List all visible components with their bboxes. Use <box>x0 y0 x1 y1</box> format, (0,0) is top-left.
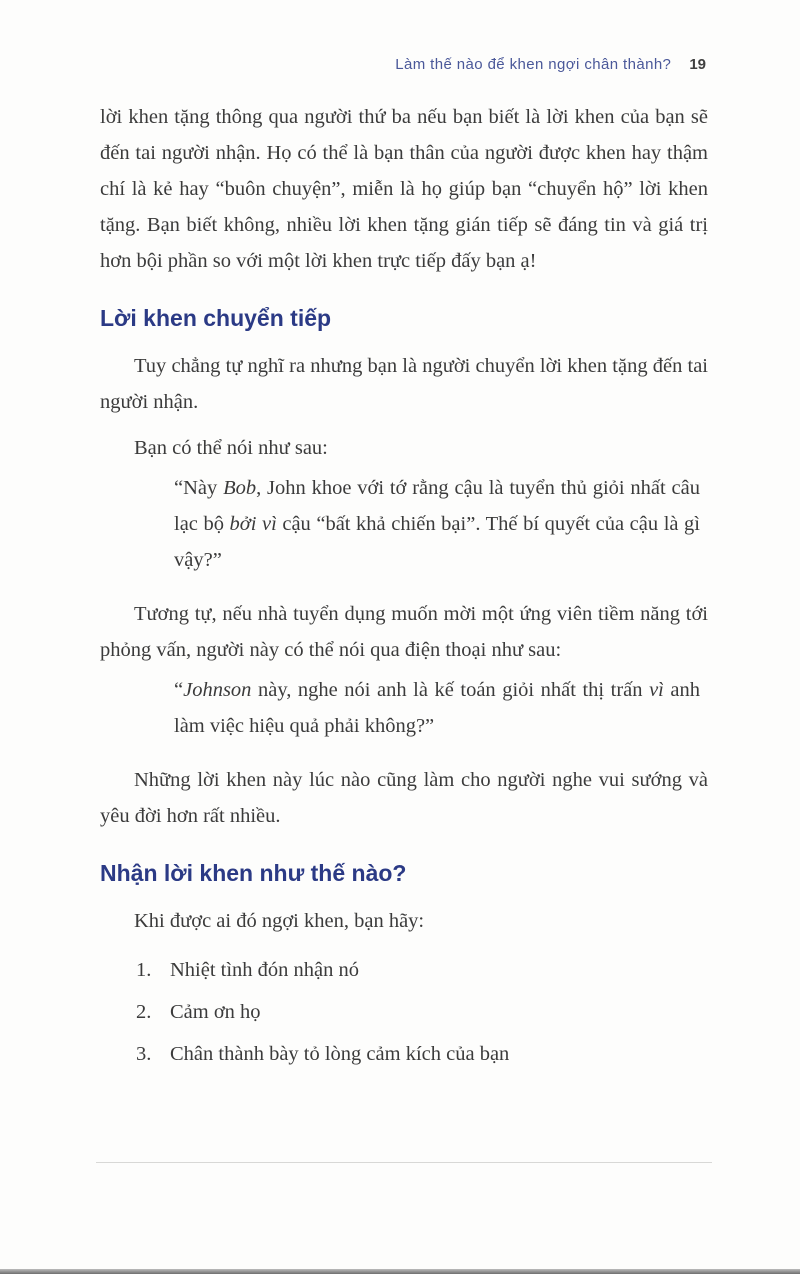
list-item <box>136 1033 708 1075</box>
quote-segment-italic: vì <box>649 679 664 701</box>
page-header <box>100 56 708 73</box>
paragraph: Những lời khen này lúc nào cũng làm cho người nghe vui sướng và yêu đời hơn rất nhiều. <box>100 769 708 827</box>
list-item-text: Nhiệt tình đón nhận nó <box>170 959 360 981</box>
numbered-list <box>136 949 708 1075</box>
quote-segment-italic: Johnson <box>183 679 252 701</box>
list-item <box>136 991 708 1033</box>
section-heading-how-to-receive: Nhận lời khen như thế nào? <box>100 860 407 886</box>
list-item-number: 3. <box>136 1043 152 1065</box>
quote-block <box>174 470 700 578</box>
list-item-number: 1. <box>136 959 152 981</box>
running-title: Làm thế nào để khen ngợi chân thành? <box>395 56 672 73</box>
quote-segment: anh làm việc hiệu quả phải không?” <box>174 679 700 737</box>
paragraph: Khi được ai đó ngợi khen, bạn hãy: <box>134 910 425 932</box>
paragraph: Bạn có thể nói như sau: <box>134 437 328 459</box>
paragraph-continuation: lời khen tặng thông qua người thứ ba nếu bạn biết là lời khen của bạn sẽ đến tai người nhận. Họ có thể là bạn thân của người được khen hay thậm chí là kẻ hay “buôn chuyện”, miễn là họ giúp bạn “chuyển hộ” lời khen tặng. Bạn biết không, nhiều lời khen tặng gián tiếp sẽ đáng tin và giá trị hơn bội phần so với một lời khen trực tiếp đấy bạn ạ! <box>100 106 708 272</box>
quote-segment: “Này <box>174 477 224 499</box>
list-item-text: Cảm ơn họ <box>170 1001 261 1023</box>
quote-segment: , John khoe với tớ rằng cậu là tuyển thủ giỏi nhất câu lạc bộ <box>174 477 700 535</box>
list-item <box>136 949 708 991</box>
section-heading-forwarded-compliment: Lời khen chuyển tiếp <box>100 305 332 331</box>
quote-segment-italic: bởi vì <box>229 513 277 535</box>
list-item-text: Chân thành bày tỏ lòng cảm kích của bạn <box>170 1043 510 1065</box>
quote-block <box>174 672 700 744</box>
quote-segment-italic: Bob <box>223 477 257 499</box>
page-number: 19 <box>689 56 706 73</box>
paragraph: Tương tự, nếu nhà tuyển dụng muốn mời một ứng viên tiềm năng tới phỏng vấn, người này có thể nói qua điện thoại như sau: <box>100 603 708 661</box>
page-body <box>100 99 708 1075</box>
list-item-number: 2. <box>136 1001 152 1023</box>
quote-segment: cậu “bất khả chiến bại”. Thế bí quyết của cậu là gì vậy?” <box>174 513 700 571</box>
paragraph: Tuy chẳng tự nghĩ ra nhưng bạn là người chuyển lời khen tặng đến tai người nhận. <box>100 355 708 413</box>
quote-segment: “ <box>174 679 184 701</box>
page-bottom-edge <box>0 1269 800 1274</box>
scan-artifact-line <box>96 1162 712 1163</box>
quote-segment: này, nghe nói anh là kế toán giỏi nhất thị trấn <box>251 679 650 701</box>
